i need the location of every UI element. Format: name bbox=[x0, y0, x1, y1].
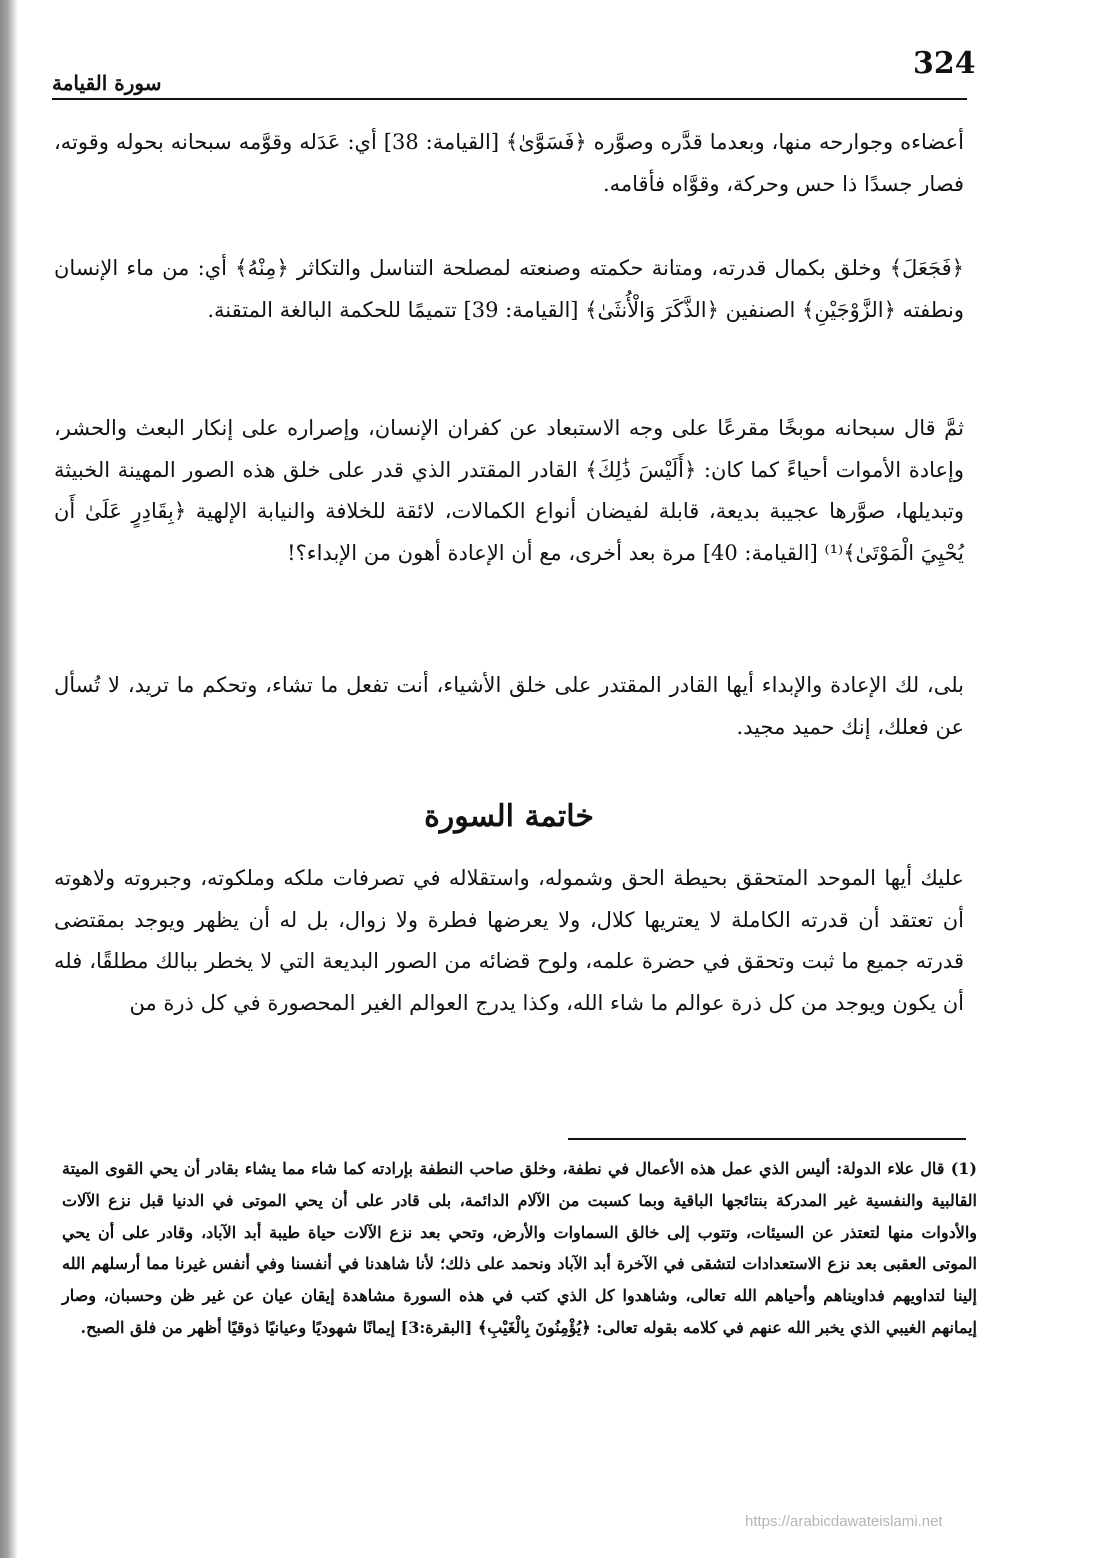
paragraph-3 bbox=[54, 408, 964, 574]
paragraph-text: بلى، لك الإعادة والإبداء أيها القادر المقتدر على خلق الأشياء، أنت تفعل ما تشاء، وتحكم ما تريد، لا تُسأل عن فعلك، إنك حميد مجيد. bbox=[54, 673, 964, 739]
paragraph-2 bbox=[54, 248, 964, 331]
running-header-surah-title: سورة القيامة bbox=[52, 71, 162, 95]
paragraph-text: عليك أيها الموحد المتحقق بحيطة الحق وشموله، واستقلاله في تصرفات ملكه وملكوته، وجبروته ولاهوته أن تعتقد أن قدرته الكاملة لا يعتريها كلال، ولا يعرضها فطرة ولا زوال، بل له أن يظهر ويوجد بمقتضى قدرته جميع ما ثبت وتحقق في حضرة علمه، ولوح قضائه من الصور البديعة التي لا يخطر ببالك مطلقًا، فله أن يكون ويوجد من كل ذرة عوالم ما شاء الله، وكذا يدرج العوالم الغير المحصورة في كل ذرة من bbox=[54, 866, 964, 1015]
paragraph-text: ﴿فَجَعَلَ﴾ وخلق بكمال قدرته، ومتانة حكمته وصنعته لمصلحة التناسل والتكاثر ﴿مِنْهُ﴾ أي: من ماء الإنسان ونطفته ﴿الزَّوْجَيْنِ﴾ الصنفين ﴿الذَّكَرَ وَالْأُنثَىٰ﴾ [القيامة: 39] تتميمًا للحكمة البالغة المتقنة. bbox=[54, 256, 964, 322]
header-divider bbox=[52, 98, 967, 100]
footnote-divider bbox=[568, 1138, 966, 1140]
scan-shadow-edge bbox=[0, 0, 18, 1558]
paragraph-1 bbox=[54, 122, 964, 205]
page-number: 324 bbox=[913, 46, 976, 81]
paragraph-text: أعضاءه وجوارحه منها، وبعدما قدَّره وصوَّره ﴿فَسَوَّىٰ﴾ [القيامة: 38] أي: عَدَله وقوَّمه سبحانه بحوله وقوته، فصار جسدًا ذا حس وحركة، وقوَّاه فأقامه. bbox=[54, 130, 964, 196]
paragraph-text: ثمَّ قال سبحانه موبخًا مقرعًا على وجه الاستبعاد عن كفران الإنسان، وإصراره على إنكار البعث والحشر، وإعادة الأموات أحياءً كما كان: ﴿أَلَيْسَ ذَٰلِكَ﴾ القادر المقتدر الذي قدر على خلق هذه الصور المهينة الخبيثة وتبديلها، صوَّرها عجيبة بديعة، قابلة لفيضان أنواع الكمالات، لائقة للخلافة والنيابة الإلهية ﴿بِقَادِرٍ عَلَىٰ أَن يُحْيِيَ الْمَوْتَىٰ﴾⁽¹⁾ [القيامة: 40] مرة بعد أخرى، مع أن الإعادة أهون من الإبداء؟! bbox=[54, 416, 964, 565]
watermark-url: https://arabicdawateislami.net bbox=[745, 1513, 943, 1530]
footnote-block bbox=[62, 1153, 977, 1344]
closing-paragraph bbox=[54, 858, 964, 1024]
paragraph-4 bbox=[54, 665, 964, 748]
section-title: خاتمة السورة bbox=[424, 799, 594, 834]
footnote-1: (1) قال علاء الدولة: أليس الذي عمل هذه الأعمال في نطفة، وخلق صاحب النطفة بإرادته كما شاء مما يشاء بقادر أن يحي القوى الميتة القالبية والنفسية غير المدركة بنتائجها الباقية وبما كسبت من الآلام الدائمة، بلى قادر على أن يحي الموتى في الدنيا قبل نزع الآلات والأدوات منها لتعتذر عن السيئات، وتتوب إلى خالق السماوات والأرض، وتحي بعد نزع الآلات حياة طيبة أبد الآباد، وقادر على أن يحي الموتى العقبى بعد نزع الاستعدادات لتشقى في الآخرة أبد الآباد ونحمد على ذلك؛ لأنا شاهدنا في أنفسنا وفي أنفس غيرنا مما أرسلهم الله إلينا لتداويهم فداويناهم وأحياهم الله تعالى، وشاهدوا كل الذي كتب في هذه السورة مشاهدة إيقان عيان عن غير ظن وحسبان، وصار إيمانهم الغيبي الذي يخبر الله عنهم في كلامه بقوله تعالى: ﴿يُؤْمِنُونَ بِالْغَيْبِ﴾ [البقرة:3] إيمانًا شهوديًا وعيانيًا ذوقيًا أظهر من فلق الصبح. bbox=[62, 1159, 977, 1337]
